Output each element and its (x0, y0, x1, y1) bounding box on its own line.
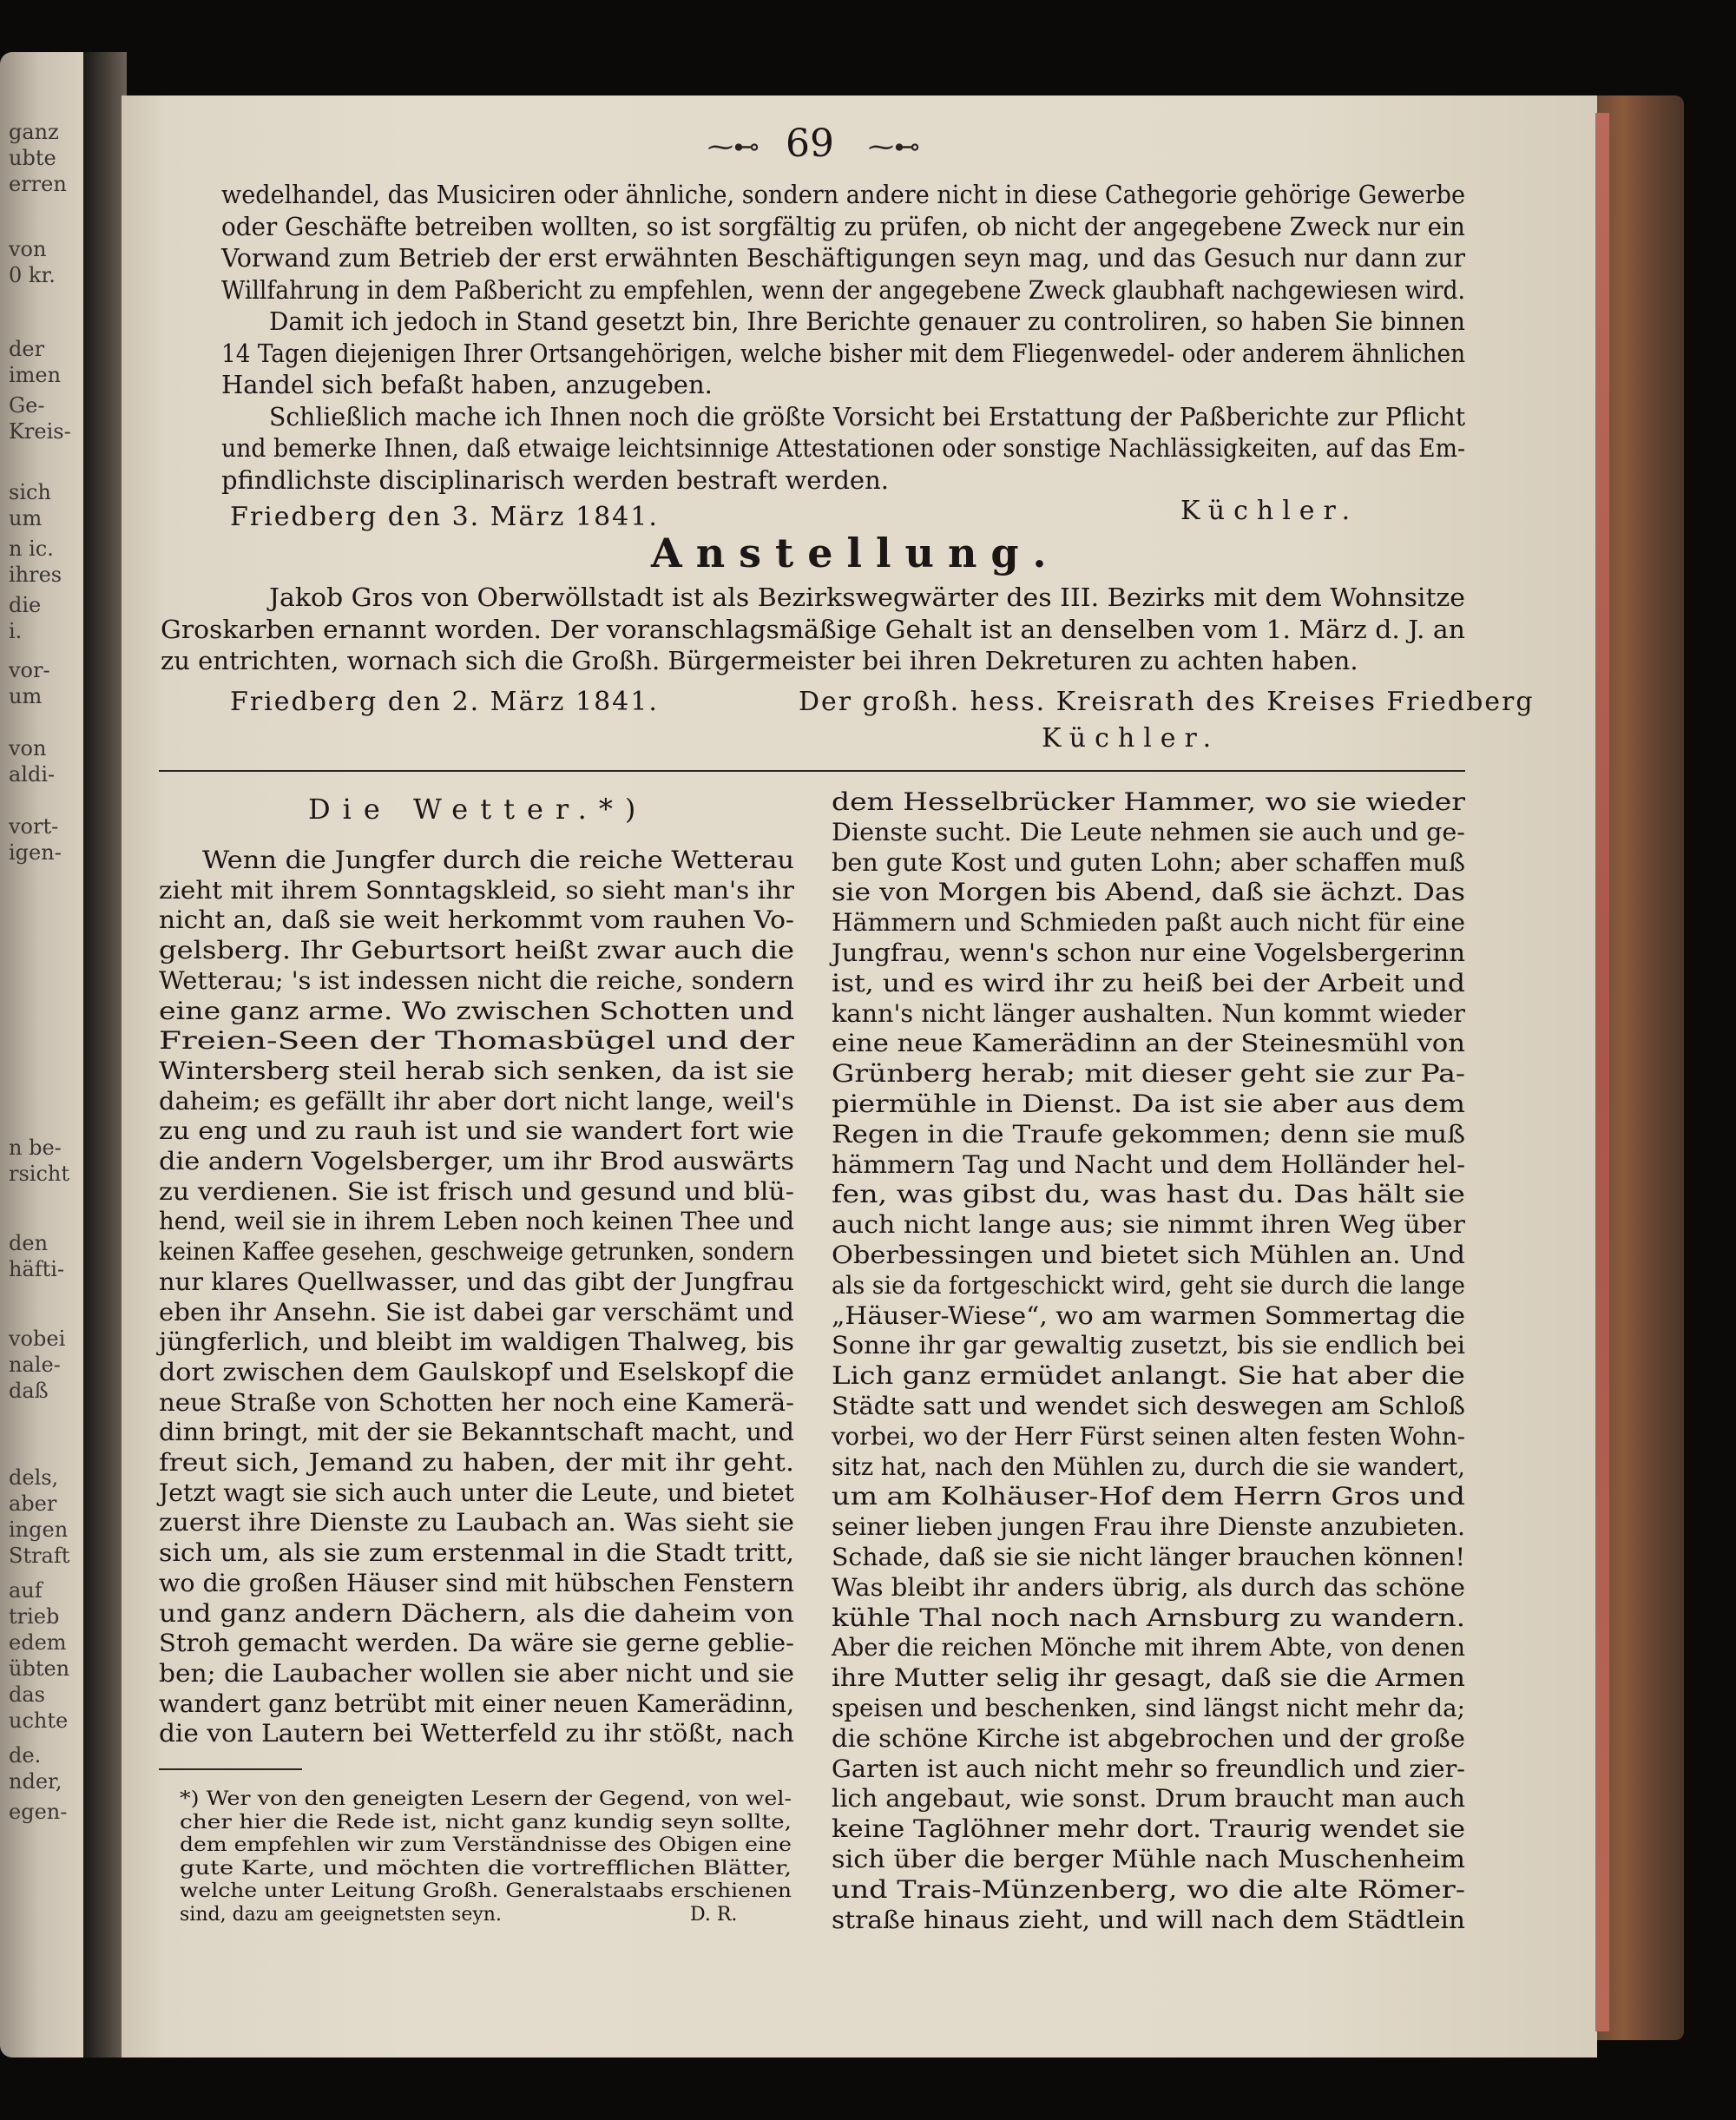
left-column-line: dort zwischen dem Gaulskopf und Eselskopf die (159, 1357, 795, 1386)
right-column-line: um am Kolhäuser-Hof dem Herrn Gros und (832, 1482, 1466, 1511)
previous-page-fragment: das (9, 1682, 45, 1707)
right-column-line: piermühle in Dienst. Da ist sie aber aus dem (832, 1090, 1465, 1118)
previous-page-fragment: um (9, 506, 43, 530)
previous-page-fragment: übten (9, 1656, 70, 1681)
right-column-line: ist, und es wird ihr zu heiß bei der Arbeit und (832, 968, 1466, 997)
section-title: Anstellung. (651, 530, 1061, 576)
right-column-line: Regen in die Traufe gekommen; denn sie muß (832, 1119, 1466, 1149)
footnote-rule (159, 1768, 302, 1770)
right-column-line: seiner lieben jungen Frau ihre Dienste anzubieten. (832, 1512, 1465, 1542)
right-column-line: kühle Thal noch nach Arnsburg zu wandern. (832, 1603, 1465, 1632)
left-column-line: sich um, als sie zum erstenmal in die Stadt tritt, (159, 1538, 795, 1568)
right-column-line: Städte satt und wendet sich deswegen am Schloß (832, 1392, 1465, 1420)
footnote-line: dem empfehlen wir zum Verständnisse des Obigen eine (180, 1834, 792, 1856)
book-gutter (83, 52, 127, 2057)
left-column-line: wandert ganz betrübt mit einer neuen Kamerädinn, (159, 1689, 794, 1718)
left-column-line: und ganz andern Dächern, als die daheim von (159, 1598, 794, 1628)
top-paragraph-line: Handel sich befaßt haben, anzugeben. (221, 370, 713, 399)
top-paragraph-line: pfindlichste disciplinarisch werden bestraft werden. (221, 464, 889, 495)
signature2-place-date: Friedberg den 2. März 1841. (230, 687, 659, 717)
right-column-line: Was bleibt ihr anders übrig, als durch das schöne (832, 1572, 1465, 1602)
right-column-line: ben gute Kost und guten Lohn; aber schaffen muß (832, 847, 1465, 877)
page-ornament-right: ⁓⊷ (868, 132, 920, 162)
page-number: 69 (786, 122, 834, 166)
right-column-line: Sonne ihr gar gewaltig zusetzt, bis sie endlich bei (832, 1331, 1465, 1360)
previous-page-fragment: edem (9, 1630, 67, 1655)
previous-page-fragment: von (9, 736, 47, 760)
right-column-line: straße hinaus zieht, und will nach dem Städtlein (832, 1905, 1465, 1934)
right-column-line: lich angebaut, wie sonst. Drum braucht man auch (832, 1784, 1465, 1814)
right-column-line: Aber die reichen Mönche mit ihrem Abte, von denen (832, 1633, 1465, 1662)
right-column-line: Jungfrau, wenn's schon nur eine Vogelsbergerinn (832, 938, 1465, 967)
right-column-line: hämmern Tag und Nacht und dem Holländer hel- (832, 1149, 1466, 1179)
right-column-line: Garten ist auch nicht mehr so freundlich und zier- (832, 1754, 1465, 1783)
top-paragraph-line: 14 Tagen diejenigen Ihrer Ortsangehörigen, welche bisher mit dem Fliegenwedel- oder anderem ähnlichen (221, 338, 1466, 368)
previous-page-fragment: ubte (9, 146, 56, 170)
left-column-line: die andern Vogelsberger, um ihr Brod auswärts (159, 1147, 795, 1175)
footnote-line: cher hier die Rede ist, nicht ganz kundig seyn sollte, (180, 1811, 792, 1834)
previous-page-fragment: i. (9, 619, 23, 643)
previous-page-fragment: vort- (9, 814, 59, 839)
footnote-line: D. R. (690, 1903, 738, 1926)
previous-page-fragment: vobei (9, 1327, 66, 1351)
left-column-line: gelsberg. Ihr Geburtsort heißt zwar auch die (159, 936, 794, 965)
anstellung-line: zu entrichten, wornach sich die Großh. Bürgermeister bei ihren Dekreturen zu achten haben. (161, 646, 1358, 675)
previous-page-fragment: auf (9, 1578, 43, 1603)
previous-page-fragment: trieb (9, 1604, 60, 1629)
previous-page-fragment: nder, (9, 1769, 62, 1794)
left-column-line: nur klares Quellwasser, und das gibt der Jungfrau (159, 1267, 795, 1296)
previous-page-fragment: ingen (9, 1518, 69, 1542)
previous-page-fragment: egen- (9, 1800, 68, 1824)
footnote-line: welche unter Leitung Großh. Generalstaabs erschienen (180, 1880, 792, 1902)
previous-page-fragment: igen- (9, 840, 62, 865)
left-column-line: Freien-Seen der Thomasbügel und der (159, 1026, 795, 1056)
left-column-line: zuerst ihre Dienste zu Laubach an. Was sieht sie (159, 1508, 795, 1537)
right-column-line: als sie da fortgeschickt wird, geht sie durch die lange (832, 1270, 1465, 1300)
left-column-line: Jetzt wagt sie sich auch unter die Leute, und bietet (159, 1478, 794, 1507)
previous-page-fragment: Kreis- (9, 419, 71, 444)
top-paragraph-line: und bemerke Ihnen, daß etwaige leichtsinnige Attestationen oder sonstige Nachlässigkeiten, auf das Em- (221, 433, 1466, 463)
previous-page-fragment: ganz (9, 120, 59, 144)
previous-page-fragment: de. (9, 1743, 42, 1768)
left-column-line: zieht mit ihrem Sonntagskleid, so sieht man's ihr (159, 875, 794, 905)
left-column-line: Wetterau; 's ist indessen nicht die reiche, sondern (159, 965, 795, 995)
right-column-line: ihre Mutter selig ihr gesagt, daß sie die Armen (832, 1663, 1465, 1693)
left-column-line: eben ihr Ansehn. Sie ist dabei gar verschämt und (159, 1297, 794, 1327)
left-column-line: Wintersberg steil herab sich senken, da ist sie (159, 1056, 795, 1085)
article-title: Die Wetter.*) (308, 793, 648, 826)
left-column-line: ben; die Laubacher wollen sie aber nicht und sie (159, 1658, 795, 1688)
left-column-line: jüngferlich, und bleibt im waldigen Thalweg, bis (159, 1327, 795, 1357)
previous-page-fragment: Straft (9, 1544, 70, 1568)
previous-page-edge (0, 52, 87, 2057)
previous-page-fragment: daß (9, 1379, 49, 1403)
top-paragraph-line: Willfahrung in dem Paßbericht zu empfehlen, wenn der angegebene Zweck glaubhaft nachgewiesen wird. (221, 274, 1466, 305)
top-paragraph-line: Schließlich mache ich Ihnen noch die größte Vorsicht bei Erstattung der Paßberichte zur Pflicht (269, 401, 1466, 431)
previous-page-fragment: dels, (9, 1465, 59, 1490)
right-column-line: Hämmern und Schmieden paßt auch nicht für eine (832, 908, 1466, 938)
previous-page-fragment: aber (9, 1491, 57, 1516)
previous-page-fragment: Ge- (9, 393, 45, 418)
signature-place-date: Friedberg den 3. März 1841. (230, 502, 659, 532)
left-column-line: daheim; es gefällt ihr aber dort nicht lange, weil's (159, 1086, 794, 1116)
anstellung-line: Jakob Gros von Oberwöllstadt ist als Bezirkswegwärter des III. Bezirks mit dem Wohnsitze (269, 583, 1466, 612)
signature-name: Küchler. (1180, 496, 1359, 526)
right-column-line: Oberbessingen und bietet sich Mühlen an. Und (832, 1241, 1466, 1269)
left-column-line: dinn bringt, mit der sie Bekanntschaft macht, und (159, 1418, 794, 1447)
page-ornament-left: ⁓⊷ (707, 132, 760, 162)
previous-page-fragment: nale- (9, 1353, 61, 1377)
top-paragraph-line: Vorwand zum Betrieb der erst erwähnten Beschäftigungen seyn mag, und das Gesuch nur dann zur (221, 243, 1465, 273)
page-edge-red (1595, 113, 1609, 2031)
right-column-line: die schöne Kirche ist abgebrochen und der große (832, 1723, 1465, 1753)
left-column-line: zu verdienen. Sie ist frisch und gesund und blü- (159, 1176, 794, 1206)
section-divider (159, 770, 1465, 772)
previous-page-fragment: vor- (9, 658, 50, 682)
previous-page-fragment: sich (9, 480, 51, 504)
left-column-line: keinen Kaffee gesehen, geschweige getrunken, sondern (159, 1237, 795, 1267)
left-column-line: die von Lautern bei Wetterfeld zu ihr stößt, nach (159, 1719, 795, 1748)
right-column-line: und Trais-Münzenberg, wo die alte Römer- (832, 1874, 1466, 1904)
top-paragraph-line: Damit ich jedoch in Stand gesetzt bin, Ihre Berichte genauer zu controliren, so haben Sie binnen (269, 306, 1466, 336)
top-paragraph-line: oder Geschäfte betreiben wollten, so ist sorgfältig zu prüfen, ob nicht der angegebene Zweck nur ein (221, 211, 1465, 241)
right-column-line: vorbei, wo der Herr Fürst seinen alten festen Wohn- (832, 1421, 1465, 1451)
left-column-line: zu eng und zu rauh ist und sie wandert fort wie (159, 1116, 794, 1146)
right-column-line: speisen und beschenken, sind längst nicht mehr da; (832, 1694, 1465, 1722)
right-column-line: sitz hat, nach den Mühlen zu, durch die sie wandert, (832, 1452, 1465, 1481)
previous-page-fragment: die (9, 593, 42, 617)
previous-page-fragment: der (9, 337, 45, 361)
left-column-line: Wenn die Jungfer durch die reiche Wetterau (202, 846, 795, 874)
right-column-line: eine neue Kamerädinn an der Steinesmühl von (832, 1029, 1466, 1058)
left-column-line: freut sich, Jemand zu haben, der mit ihr geht. (159, 1448, 794, 1477)
left-column-line: neue Straße von Schotten her noch eine Kamerä- (159, 1387, 794, 1417)
previous-page-fragment: häfti- (9, 1257, 65, 1281)
previous-page-fragment: n ic. (9, 537, 54, 561)
anstellung-line: Groskarben ernannt worden. Der voranschlagsmäßige Gehalt ist an denselben vom 1. März d. J. an (161, 614, 1465, 644)
previous-page-fragment: aldi- (9, 762, 56, 787)
right-column-line: Grünberg herab; mit dieser geht sie zur Pa- (832, 1059, 1466, 1089)
signature2-office: Der großh. hess. Kreisrath des Kreises Friedberg (799, 687, 1535, 717)
left-column-line: eine ganz arme. Wo zwischen Schotten und (159, 996, 795, 1025)
book-cover-edge (1597, 95, 1684, 2040)
right-column-line: „Häuser-Wiese“, wo am warmen Sommertag die (832, 1300, 1465, 1330)
right-column-line: Lich ganz ermüdet anlangt. Sie hat aber die (832, 1361, 1466, 1391)
right-column-line: sie von Morgen bis Abend, daß sie ächzt. Das (832, 878, 1465, 907)
right-column-line: sich über die berger Mühle nach Muschenheim (832, 1845, 1466, 1873)
left-column-line: Stroh gemacht werden. Da wäre sie gerne geblie- (159, 1629, 794, 1658)
previous-page-fragment: uchte (9, 1709, 69, 1733)
previous-page-fragment: imen (9, 363, 62, 387)
footnote-line: *) Wer von den geneigten Lesern der Gegend, von wel- (180, 1788, 792, 1810)
previous-page-fragment: um (9, 684, 43, 708)
right-column-line: Dienste sucht. Die Leute nehmen sie auch und ge- (832, 817, 1465, 846)
footnote-line: gute Karte, und möchten die vortrefflichen Blätter, (180, 1857, 792, 1880)
previous-page-fragment: n be- (9, 1136, 62, 1160)
footnote-line: sind, dazu am geeignetsten seyn. (180, 1903, 502, 1926)
left-column-line: hend, weil sie in ihrem Leben noch keinen Thee und (159, 1207, 794, 1236)
right-column-line: Schade, daß sie sie nicht länger brauchen können! (832, 1543, 1466, 1571)
right-column-line: kann's nicht länger aushalten. Nun kommt wieder (832, 998, 1466, 1028)
previous-page-fragment: den (9, 1231, 49, 1255)
previous-page-fragment: erren (9, 172, 67, 196)
right-column-line: fen, was gibst du, was hast du. Das hält sie (832, 1180, 1465, 1209)
previous-page-fragment: von (9, 237, 47, 261)
right-column-line: dem Hesselbrücker Hammer, wo sie wieder (832, 787, 1465, 816)
previous-page-fragment: 0 kr. (9, 263, 56, 287)
previous-page-fragment: ihres (9, 563, 62, 587)
signature2-name: Küchler. (1042, 723, 1220, 754)
right-column-line: keine Taglöhner mehr dort. Traurig wendet sie (832, 1814, 1465, 1844)
previous-page-fragment: rsicht (9, 1162, 70, 1186)
left-column-line: wo die großen Häuser sind mit hübschen Fenstern (159, 1568, 795, 1597)
right-column-line: auch nicht lange aus; sie nimmt ihren Weg über (832, 1210, 1466, 1240)
top-paragraph-line: wedelhandel, das Musiciren oder ähnliche, sondern andere nicht in diese Cathegorie gehörige Gewerbe (221, 180, 1466, 209)
left-column-line: nicht an, daß sie weit herkommt vom rauhen Vo- (159, 905, 794, 935)
